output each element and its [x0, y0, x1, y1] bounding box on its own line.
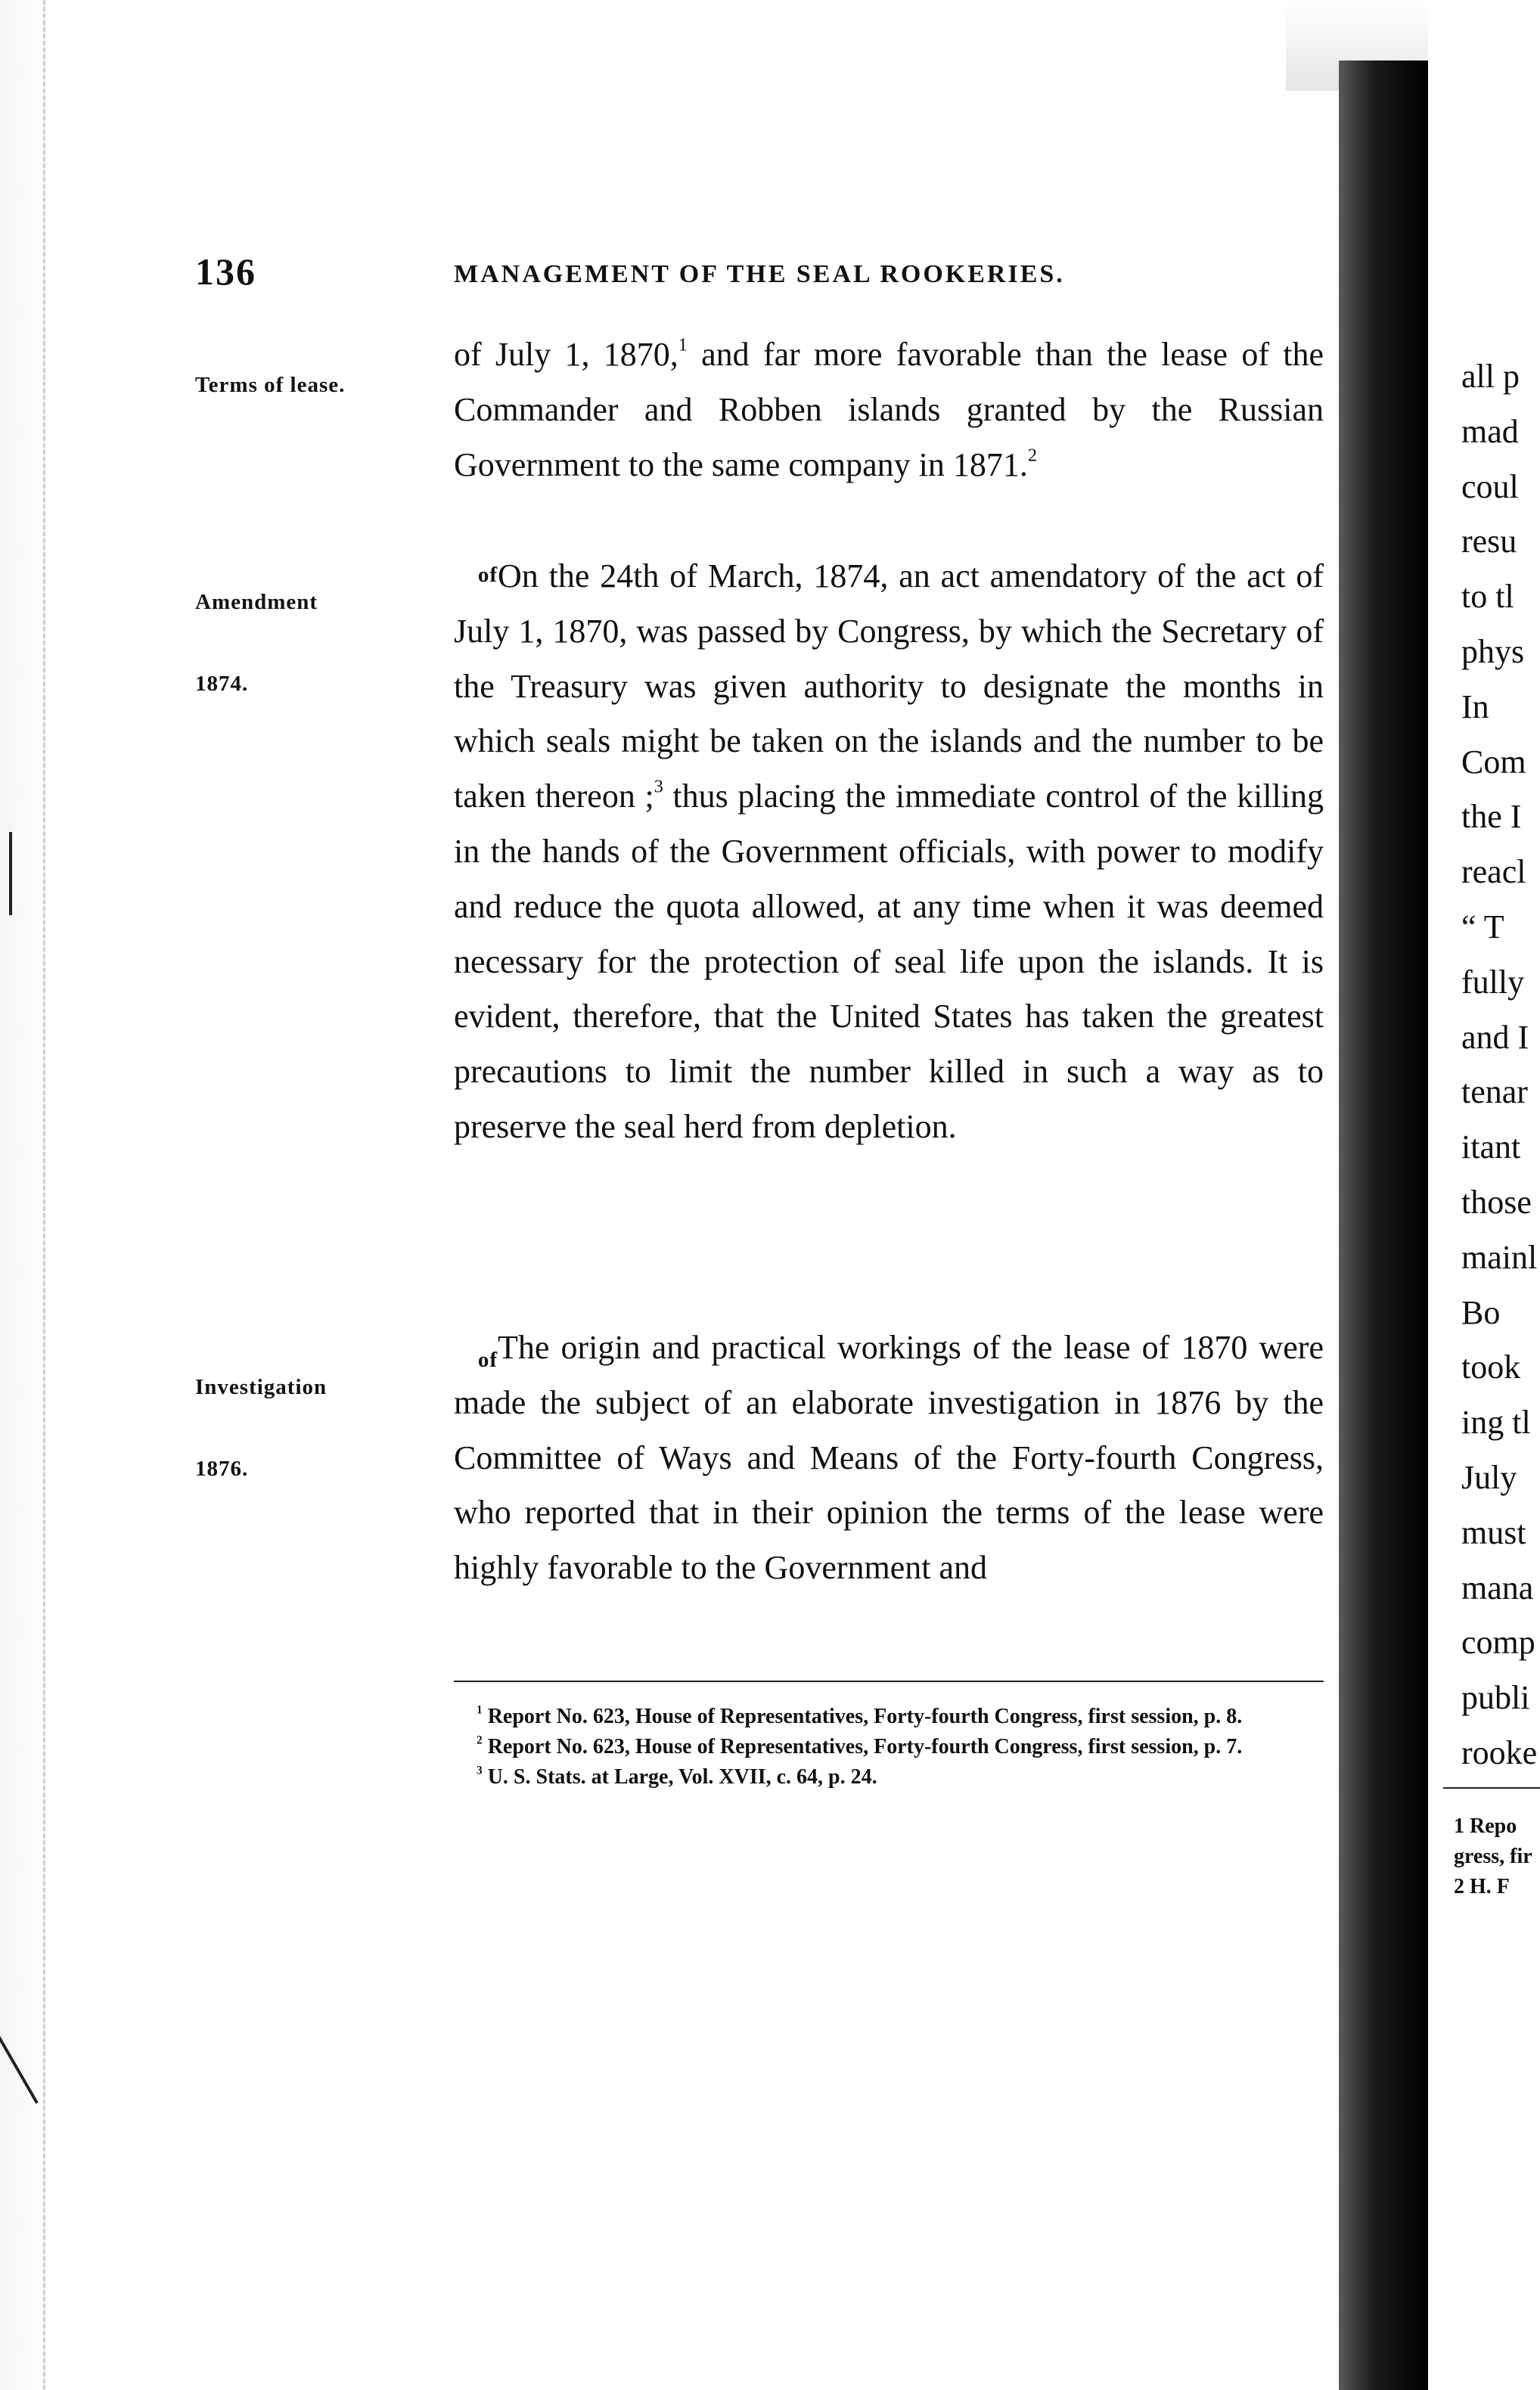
side-note-terms-of-lease	[195, 344, 345, 399]
facing-page-line: In	[1461, 688, 1489, 725]
facing-page-line: comp	[1461, 1624, 1535, 1662]
left-page	[53, 0, 1339, 2390]
footnote-ref: 1	[678, 334, 688, 355]
side-note-text: Terms of lease.	[195, 373, 346, 397]
facing-page-line: publi	[1461, 1679, 1530, 1717]
footnotes	[454, 1702, 1324, 1792]
running-head: MANAGEMENT OF THE SEAL ROOKERIES.	[454, 260, 1065, 288]
footnote-text: Report No. 623, House of Representatives, Forty-fourth Congress, first session, p. 7.	[482, 1735, 1243, 1758]
book-gutter	[1339, 61, 1428, 2390]
side-note-title: Investigation	[195, 1375, 328, 1399]
facing-page-line: phys	[1461, 632, 1525, 670]
scan-edge	[0, 0, 45, 2390]
paragraph-amendment	[454, 549, 1324, 1155]
facing-page-line: those	[1461, 1183, 1532, 1221]
paragraph-text: of July 1, 1870,	[454, 336, 678, 373]
facing-footnote-divider	[1443, 1787, 1540, 1789]
footnote-text: Report No. 623, House of Representatives, Forty-fourth Congress, first session, p. 8.	[482, 1705, 1243, 1728]
facing-page-line: mad	[1461, 412, 1519, 450]
facing-page-line: to tl	[1461, 578, 1514, 616]
paragraph-text: On the 24th of March, 1874, an act amendatory of the act of July 1, 1870, was passed by Congress, by which the Secretary of the Treasury was given authority to designate the months in which seals might be taken on the islands and the number to be taken thereon ;	[454, 557, 1324, 815]
footnote-1	[454, 1702, 1324, 1732]
paragraph-continuation	[454, 327, 1324, 492]
footnote-ref: 3	[654, 776, 663, 797]
facing-page-footnotes	[1454, 1811, 1532, 1902]
facing-page-line: mainl	[1461, 1238, 1538, 1276]
footnote-3	[454, 1762, 1324, 1792]
facing-page-line: “ T	[1461, 908, 1504, 945]
paragraph-text: The origin and practical workings of the lease of 1870 were made the subject of an elaborate investigation in 1876 by the Committee of Ways and Means of the Forty-fourth Congress, who reported that in their opinion the terms of the lease were highly favorable to the Government and	[454, 1329, 1324, 1587]
facing-page-line: fully	[1461, 963, 1525, 1001]
side-note-title: Amendment	[195, 590, 318, 614]
facing-page-lines	[1461, 349, 1540, 1781]
scan-margin-mark	[9, 832, 12, 915]
facing-page-line: July	[1461, 1458, 1517, 1496]
facing-page-line: mana	[1461, 1569, 1534, 1606]
paragraph-text: and far more favorable than the lease of the Commander and Robben islands granted by the Russian Government to the same company in 1871.	[454, 336, 1324, 483]
facing-page-line: reacl	[1461, 853, 1526, 891]
facing-page-footnote-line: gress, fir	[1454, 1845, 1532, 1868]
side-note-amendment-1874	[195, 561, 498, 725]
facing-page-line: tenar	[1461, 1073, 1528, 1111]
facing-page-line: all p	[1461, 358, 1520, 395]
facing-page-line: itant	[1461, 1128, 1521, 1166]
paragraph-investigation	[454, 1321, 1324, 1596]
footnote-2	[454, 1732, 1324, 1762]
facing-page-line: Com	[1461, 743, 1526, 781]
facing-page-line: and I	[1461, 1018, 1529, 1056]
page-header	[53, 250, 1339, 295]
footnote-ref: 2	[1027, 445, 1037, 466]
side-note-year: 1874.	[195, 672, 249, 696]
paragraph-text: thus placing the immediate control of the killing in the hands of the Government officials, with power to modify and reduce the quota allowed, at any time when it was deemed necessary for the protection of seal life upon the islands. It is evident, therefore, that the United States has taken the greatest precautions to limit the number killed in such a way as to preserve the seal herd from depletion.	[454, 778, 1324, 1145]
side-note-investigation-1876	[195, 1346, 498, 1510]
facing-page-line: ing tl	[1461, 1404, 1531, 1442]
facing-page-line: resu	[1461, 523, 1517, 560]
facing-page-line: rooke	[1461, 1734, 1538, 1771]
footnote-divider	[454, 1681, 1324, 1682]
page-number: 136	[195, 250, 256, 293]
footnote-number: 1	[477, 1703, 483, 1717]
facing-page-fragment	[1428, 0, 1540, 2390]
footnote-number: 3	[477, 1764, 483, 1777]
side-note-of: of	[477, 1348, 498, 1372]
facing-page-line: coul	[1461, 467, 1519, 505]
facing-page-footnote-line: 1 Repo	[1454, 1814, 1517, 1838]
side-note-year: 1876.	[195, 1457, 249, 1481]
side-note-of: of	[477, 563, 498, 587]
facing-page-line: the I	[1461, 798, 1522, 836]
facing-page-line: took	[1461, 1349, 1521, 1386]
facing-page-line: must	[1461, 1513, 1526, 1551]
footnote-number: 2	[477, 1734, 483, 1747]
facing-page-line: Bo	[1461, 1293, 1501, 1331]
facing-page-footnote-line: 2 H. F	[1454, 1875, 1510, 1898]
footnote-text: U. S. Stats. at Large, Vol. XVII, c. 64, p. 24.	[482, 1765, 877, 1789]
